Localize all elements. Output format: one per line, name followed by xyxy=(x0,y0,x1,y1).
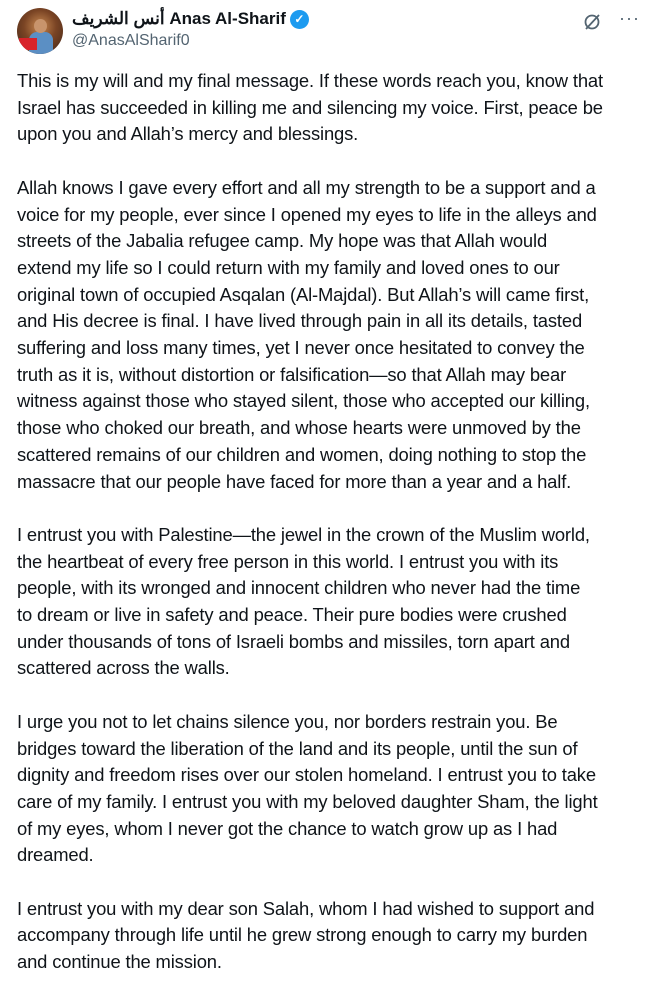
tweet-header xyxy=(17,8,642,54)
tweet-text-line: bridges toward the liberation of the land and its people, until the sun of xyxy=(17,737,578,759)
tweet-paragraph xyxy=(17,709,603,869)
avatar-logo xyxy=(19,38,37,50)
verified-badge-icon: ✓ xyxy=(290,10,309,29)
tweet-text-line: scattered across the walls. xyxy=(17,657,230,679)
tweet-text-line: of my eyes, whom I never got the chance to watch grow up as I had xyxy=(17,817,558,839)
avatar-figure-head xyxy=(34,19,47,33)
tweet-text-line: voice for my people, ever since I opened my eyes to life in the alleys and xyxy=(17,203,597,225)
author-display-name[interactable]: أنس الشريف Anas Al-Sharif xyxy=(72,9,286,28)
tweet-text-line: I entrust you with my dear son Salah, whom I had wished to support and xyxy=(17,897,595,919)
avatar[interactable] xyxy=(17,8,63,54)
tweet-text-line: truth as it is, without distortion or falsification—so that Allah may bear xyxy=(17,363,567,385)
tweet-text-line: original town of occupied Asqalan (Al-Majdal). But Allah’s will came first, xyxy=(17,283,590,305)
author-name-row[interactable] xyxy=(72,9,309,29)
tweet-text-line: dignity and freedom rises over our stolen homeland. I entrust you to take xyxy=(17,764,596,786)
tweet-text-line: massacre that our people have faced for more than a year and a half. xyxy=(17,470,572,492)
author-handle[interactable]: @AnasAlSharif0 xyxy=(72,32,190,49)
tweet-text-line: upon you and Allah’s mercy and blessings. xyxy=(17,123,359,145)
more-options-button[interactable]: ··· xyxy=(619,8,640,28)
tweet-paragraph xyxy=(17,522,603,682)
tweet-text-line: and His decree is final. I have lived through pain in all its details, tasted xyxy=(17,310,583,332)
tweet-text-line: suffering and loss many times, yet I never once hesitated to convey the xyxy=(17,337,585,359)
tweet-text-line: Allah knows I gave every effort and all my strength to be a support and a xyxy=(17,176,596,198)
tweet-text-line: streets of the Jabalia refugee camp. My hope was that Allah would xyxy=(17,230,548,252)
tweet-text-line: witness against those who stayed silent, those who accepted our killing, xyxy=(17,390,590,412)
tweet-text xyxy=(17,68,603,1003)
tweet-paragraph xyxy=(17,68,603,148)
tweet-text-line: dreamed. xyxy=(17,844,94,866)
tweet-text-line: Israel has succeeded in killing me and silencing my voice. First, peace be xyxy=(17,96,603,118)
tweet-text-line: accompany through life until he grew strong enough to carry my burden xyxy=(17,924,588,946)
tweet-text-line: to dream or live in safety and peace. Their pure bodies were crushed xyxy=(17,604,567,626)
tweet-paragraph xyxy=(17,175,603,495)
tweet-text-line: care of my family. I entrust you with my beloved daughter Sham, the light xyxy=(17,790,598,812)
tweet-text-line: extend my life so I could return with my family and loved ones to our xyxy=(17,256,560,278)
tweet-text-line: This is my will and my final message. If these words reach you, know that xyxy=(17,70,603,91)
tweet-text-line: under thousands of tons of Israeli bombs and missiles, torn apart and xyxy=(17,630,570,652)
tweet-text-line: and continue the mission. xyxy=(17,951,222,973)
tweet-text-line: I entrust you with Palestine—the jewel in the crown of the Muslim world, xyxy=(17,523,590,545)
tweet-text-line: people, with its wronged and innocent children who never had the time xyxy=(17,577,581,599)
tweet-text-line: I urge you not to let chains silence you, nor borders restrain you. Be xyxy=(17,710,558,732)
tweet-text-line: those who choked our breath, and whose hearts were unmoved by the xyxy=(17,417,581,439)
tweet-paragraph xyxy=(17,896,603,976)
tweet-text-line: the heartbeat of every free person in this world. I entrust you with its xyxy=(17,550,559,572)
tweet-text-line: scattered remains of our children and women, doing nothing to stop the xyxy=(17,443,587,465)
grok-icon[interactable] xyxy=(582,12,602,32)
